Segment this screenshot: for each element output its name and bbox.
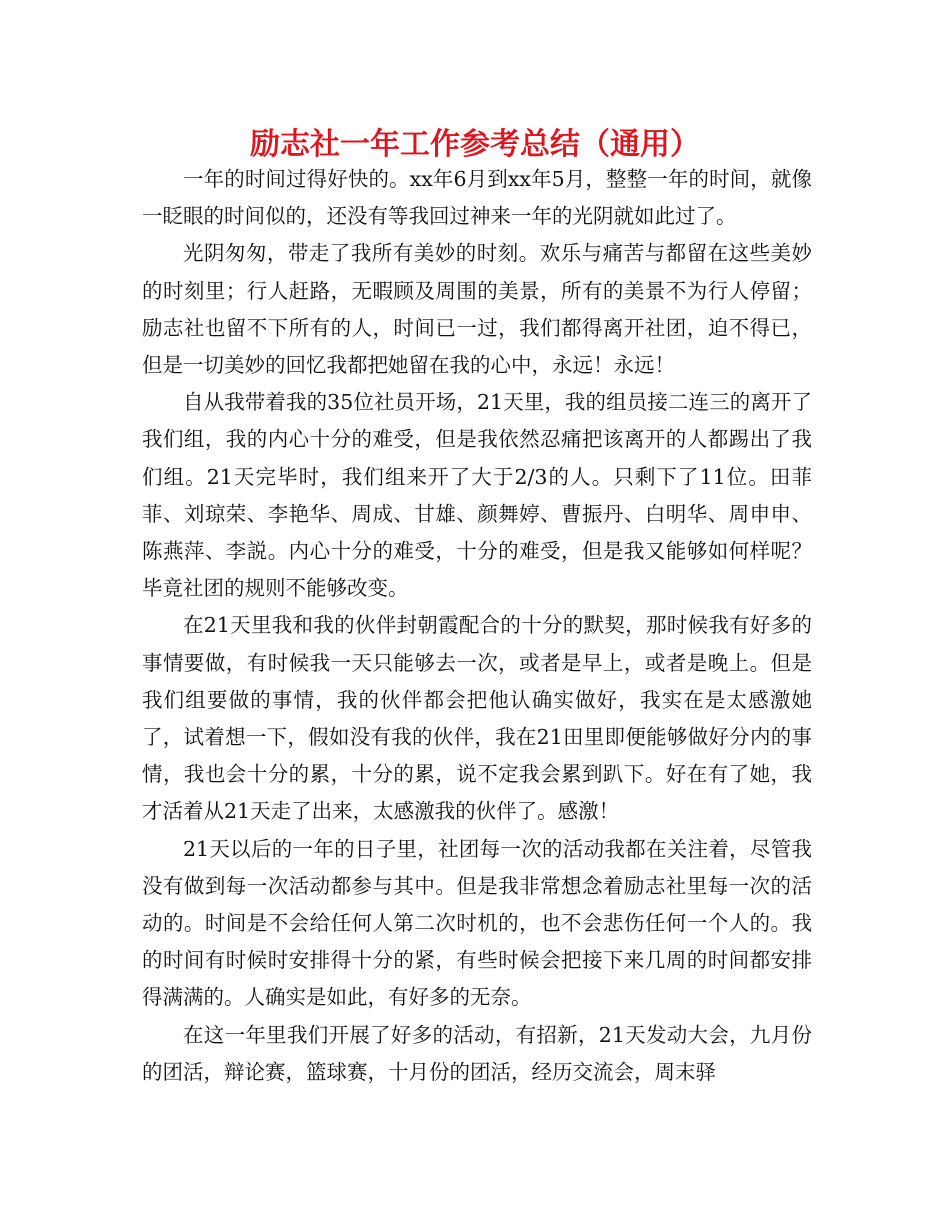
- document-title: 励志社一年工作参考总结（通用）: [250, 127, 700, 162]
- paragraph: 自从我带着我的35位社员开场，21天里，我的组员接二连三的离开了我们组，我的内心十分的难受，但是我依然忍痛把该离开的人都踢出了我们组。21天完毕时，我们组来开了大于2/3的人。只剩下了11位。田菲菲、刘琼荣、李艳华、周成、甘雄、颜舞婷、曹振丹、白明华、周申申、陈燕萍、李説。内心十分的难受，十分的难受，但是我又能够如何样呢？毕竟社团的规则不能够改变。: [142, 390, 812, 601]
- paragraph: 在21天里我和我的伙伴封朝霞配合的十分的默契，那时候我有好多的事情要做，有时候我一天只能够去一次，或者是早上，或者是晚上。但是我们组要做的事情，我的伙伴都会把他认确实做好，我实在是太感激她了，试着想一下，假如没有我的伙伴，我在21田里即便能够做好分内的事情，我也会十分的累，十分的累，说不定我会累到趴下。好在有了她，我才活着从21天走了出来，太感激我的伙伴了。感激！: [142, 613, 812, 824]
- paragraph: 一年的时间过得好快的。xx年6月到xx年5月，整整一年的时间，就像一眨眼的时间似的，还没有等我回过神来一年的光阴就如此过了。: [142, 167, 812, 229]
- paragraph: 在这一年里我们开展了好多的活动，有招新，21天发动大会，九月份的团活，辩论赛，篮球赛，十月份的团活，经历交流会，周末驿: [142, 1022, 812, 1084]
- paragraph: 21天以后的一年的日子里，社团每一次的活动我都在关注着，尽管我没有做到每一次活动都参与其中。但是我非常想念着励志社里每一次的活动的。时间是不会给任何人第二次时机的，也不会悲伤任何一个人的。我的时间有时候时安排得十分的紧，有些时候会把接下来几周的时间都安排得满满的。人确实是如此，有好多的无奈。: [142, 836, 812, 1010]
- paragraph: 光阴匆匆，带走了我所有美妙的时刻。欢乐与痛苦与都留在这些美妙的时刻里；行人赶路，无暇顾及周围的美景，所有的美景不为行人停留；励志社也留不下所有的人，时间已一过，我们都得离开社团，迫不得已，但是一切美妙的回忆我都把她留在我的心中，永远！永远！: [142, 241, 812, 378]
- document-body: [142, 161, 812, 1091]
